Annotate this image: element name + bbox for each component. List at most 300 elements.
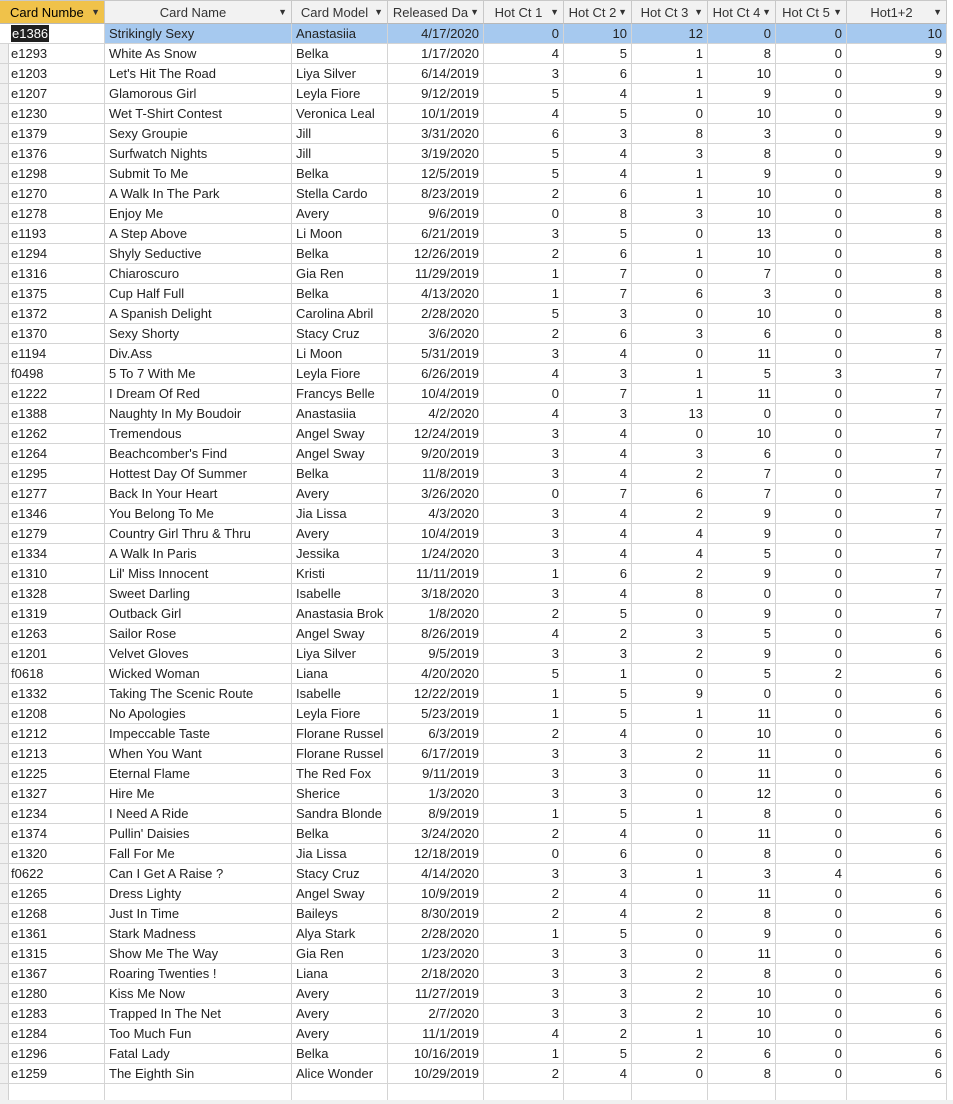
cell-hot-ct-1[interactable]: 3: [484, 764, 564, 784]
cell-card-name[interactable]: Back In Your Heart: [105, 484, 292, 504]
cell-hot-ct-2[interactable]: 4: [564, 464, 632, 484]
cell-card-name[interactable]: The Eighth Sin: [105, 1064, 292, 1084]
cell-hot-ct-1[interactable]: 1: [484, 1044, 564, 1064]
cell-hot-ct-1[interactable]: 3: [484, 524, 564, 544]
cell-hot-ct-1[interactable]: 0: [484, 484, 564, 504]
cell-hot-ct-1[interactable]: 5: [484, 164, 564, 184]
cell-released-date[interactable]: 12/24/2019: [388, 424, 484, 444]
table-row[interactable]: [0, 984, 947, 1004]
cell-hot-ct-2[interactable]: 6: [564, 244, 632, 264]
cell-hot1-plus-2[interactable]: 6: [847, 944, 947, 964]
cell-hot-ct-5[interactable]: 0: [776, 164, 847, 184]
cell-hot-ct-5[interactable]: 0: [776, 1064, 847, 1084]
cell-card-number[interactable]: e1225: [0, 764, 105, 784]
cell-hot-ct-4[interactable]: 8: [708, 144, 776, 164]
table-row[interactable]: [0, 784, 947, 804]
cell-released-date[interactable]: 10/4/2019: [388, 384, 484, 404]
cell-card-name[interactable]: Impeccable Taste: [105, 724, 292, 744]
cell-hot-ct-5[interactable]: 0: [776, 984, 847, 1004]
cell-released-date[interactable]: 11/11/2019: [388, 564, 484, 584]
cell-card-model[interactable]: Avery: [292, 984, 388, 1004]
cell-hot-ct-2[interactable]: 3: [564, 364, 632, 384]
cell-hot-ct-3[interactable]: 12: [632, 24, 708, 44]
cell-released-date[interactable]: 9/6/2019: [388, 204, 484, 224]
cell-hot-ct-5[interactable]: 0: [776, 964, 847, 984]
cell-hot-ct-1[interactable]: 2: [484, 904, 564, 924]
cell-hot1-plus-2[interactable]: 7: [847, 564, 947, 584]
table-row[interactable]: [0, 124, 947, 144]
table-row[interactable]: [0, 1024, 947, 1044]
cell-card-number[interactable]: e1284: [0, 1024, 105, 1044]
cell-card-name[interactable]: Can I Get A Raise ?: [105, 864, 292, 884]
column-header-hot-ct-5[interactable]: [776, 1, 847, 24]
cell-hot1-plus-2[interactable]: 9: [847, 144, 947, 164]
cell-released-date[interactable]: 1/3/2020: [388, 784, 484, 804]
cell-hot-ct-2[interactable]: 8: [564, 204, 632, 224]
cell-hot1-plus-2[interactable]: 9: [847, 164, 947, 184]
cell-card-name[interactable]: Surfwatch Nights: [105, 144, 292, 164]
cell-hot-ct-3[interactable]: 0: [632, 104, 708, 124]
cell-hot-ct-2[interactable]: 5: [564, 44, 632, 64]
cell-hot-ct-1[interactable]: 3: [484, 744, 564, 764]
cell-hot-ct-2[interactable]: 4: [564, 884, 632, 904]
cell-hot-ct-4[interactable]: 10: [708, 64, 776, 84]
cell-hot1-plus-2[interactable]: 6: [847, 664, 947, 684]
cell-card-model[interactable]: Baileys: [292, 904, 388, 924]
cell-released-date[interactable]: 2/28/2020: [388, 304, 484, 324]
cell-hot1-plus-2[interactable]: 8: [847, 204, 947, 224]
table-row[interactable]: [0, 284, 947, 304]
cell-hot-ct-4[interactable]: 8: [708, 964, 776, 984]
cell-hot-ct-5[interactable]: 0: [776, 904, 847, 924]
cell-card-model[interactable]: Alya Stark: [292, 924, 388, 944]
cell-hot-ct-1[interactable]: 3: [484, 424, 564, 444]
cell-hot-ct-1[interactable]: 3: [484, 984, 564, 1004]
cell-hot-ct-3[interactable]: 13: [632, 404, 708, 424]
cell-hot1-plus-2[interactable]: 7: [847, 584, 947, 604]
cell-hot1-plus-2[interactable]: 6: [847, 724, 947, 744]
cell-card-number[interactable]: e1294: [0, 244, 105, 264]
cell-card-name[interactable]: Hire Me: [105, 784, 292, 804]
cell-hot-ct-3[interactable]: 1: [632, 64, 708, 84]
cell-card-model[interactable]: Gia Ren: [292, 264, 388, 284]
cell-hot-ct-4[interactable]: 3: [708, 864, 776, 884]
cell-hot-ct-5[interactable]: 0: [776, 24, 847, 44]
cell-hot-ct-5[interactable]: 0: [776, 124, 847, 144]
cell-hot-ct-1[interactable]: 4: [484, 1024, 564, 1044]
cell-card-number[interactable]: e1334: [0, 544, 105, 564]
cell-hot-ct-3[interactable]: 0: [632, 724, 708, 744]
cell-card-model[interactable]: Liya Silver: [292, 64, 388, 84]
cell-hot-ct-2[interactable]: 5: [564, 1044, 632, 1064]
cell-hot-ct-5[interactable]: 0: [776, 204, 847, 224]
cell-hot1-plus-2[interactable]: 8: [847, 324, 947, 344]
cell-hot-ct-4[interactable]: 10: [708, 724, 776, 744]
cell-card-model[interactable]: Francys Belle: [292, 384, 388, 404]
cell-hot-ct-2[interactable]: 6: [564, 324, 632, 344]
cell-hot1-plus-2[interactable]: 9: [847, 124, 947, 144]
cell-card-model[interactable]: Jill: [292, 124, 388, 144]
cell-released-date[interactable]: 4/13/2020: [388, 284, 484, 304]
cell-card-number[interactable]: e1372: [0, 304, 105, 324]
cell-card-number[interactable]: e1279: [0, 524, 105, 544]
cell-hot-ct-2[interactable]: 5: [564, 604, 632, 624]
cell-hot-ct-2[interactable]: 6: [564, 64, 632, 84]
cell-card-number[interactable]: e1230: [0, 104, 105, 124]
cell-hot-ct-1[interactable]: 3: [484, 944, 564, 964]
cell-hot-ct-4[interactable]: 11: [708, 764, 776, 784]
cell-card-name[interactable]: Hottest Day Of Summer: [105, 464, 292, 484]
cell-card-name[interactable]: Eternal Flame: [105, 764, 292, 784]
cell-hot-ct-2[interactable]: 2: [564, 1024, 632, 1044]
cell-hot-ct-3[interactable]: 2: [632, 904, 708, 924]
cell-card-model[interactable]: Sandra Blonde: [292, 804, 388, 824]
cell-hot-ct-5[interactable]: 0: [776, 684, 847, 704]
cell-hot-ct-2[interactable]: 4: [564, 444, 632, 464]
cell-released-date[interactable]: 2/7/2020: [388, 1004, 484, 1024]
cell-hot-ct-1[interactable]: 3: [484, 344, 564, 364]
cell-hot1-plus-2[interactable]: 6: [847, 704, 947, 724]
cell-hot-ct-1[interactable]: 4: [484, 44, 564, 64]
table-row[interactable]: [0, 624, 947, 644]
cell-hot-ct-5[interactable]: 0: [776, 264, 847, 284]
cell-card-number[interactable]: e1263: [0, 624, 105, 644]
cell-card-name[interactable]: Submit To Me: [105, 164, 292, 184]
cell-hot-ct-4[interactable]: 5: [708, 624, 776, 644]
cell-hot1-plus-2[interactable]: 6: [847, 964, 947, 984]
table-row[interactable]: [0, 504, 947, 524]
cell-card-name[interactable]: Fatal Lady: [105, 1044, 292, 1064]
cell-hot-ct-4[interactable]: 10: [708, 244, 776, 264]
cell-card-number[interactable]: e1367: [0, 964, 105, 984]
cell-hot-ct-3[interactable]: 0: [632, 944, 708, 964]
cell-hot-ct-1[interactable]: 3: [484, 64, 564, 84]
cell-card-model[interactable]: Isabelle: [292, 584, 388, 604]
cell-hot-ct-2[interactable]: 5: [564, 104, 632, 124]
cell-hot-ct-1[interactable]: 5: [484, 304, 564, 324]
cell-hot-ct-1[interactable]: 3: [484, 784, 564, 804]
cell-released-date[interactable]: 6/21/2019: [388, 224, 484, 244]
cell-card-name[interactable]: I Need A Ride: [105, 804, 292, 824]
table-row[interactable]: [0, 244, 947, 264]
cell-hot1-plus-2[interactable]: 6: [847, 804, 947, 824]
cell-hot-ct-3[interactable]: 1: [632, 1024, 708, 1044]
table-row[interactable]: [0, 364, 947, 384]
cell-hot1-plus-2[interactable]: 6: [847, 884, 947, 904]
cell-hot-ct-5[interactable]: 0: [776, 144, 847, 164]
cell-hot-ct-4[interactable]: 5: [708, 664, 776, 684]
cell-card-number[interactable]: f0622: [0, 864, 105, 884]
table-row[interactable]: [0, 404, 947, 424]
cell-hot-ct-3[interactable]: 2: [632, 964, 708, 984]
column-header-released-date[interactable]: [388, 1, 484, 24]
cell-card-number[interactable]: e1259: [0, 1064, 105, 1084]
table-row[interactable]: [0, 1004, 947, 1024]
cell-card-model[interactable]: Sherice: [292, 784, 388, 804]
cell-card-name[interactable]: Enjoy Me: [105, 204, 292, 224]
cell-hot-ct-4[interactable]: 3: [708, 124, 776, 144]
cell-hot-ct-1[interactable]: 2: [484, 244, 564, 264]
cell-released-date[interactable]: 9/20/2019: [388, 444, 484, 464]
cell-hot1-plus-2[interactable]: 9: [847, 44, 947, 64]
cell-hot1-plus-2[interactable]: 6: [847, 764, 947, 784]
cell-card-model[interactable]: Stella Cardo: [292, 184, 388, 204]
cell-hot-ct-1[interactable]: 2: [484, 884, 564, 904]
cell-hot-ct-3[interactable]: 1: [632, 704, 708, 724]
table-row[interactable]: [0, 44, 947, 64]
table-row[interactable]: [0, 744, 947, 764]
cell-hot-ct-4[interactable]: 10: [708, 204, 776, 224]
table-row[interactable]: [0, 324, 947, 344]
cell-card-number[interactable]: e1388: [0, 404, 105, 424]
table-row[interactable]: [0, 1064, 947, 1084]
cell-hot-ct-5[interactable]: 0: [776, 944, 847, 964]
column-header-card-model[interactable]: [292, 1, 388, 24]
cell-hot-ct-5[interactable]: 0: [776, 244, 847, 264]
cell-card-model[interactable]: The Red Fox: [292, 764, 388, 784]
cell-card-model[interactable]: Anastasiia: [292, 404, 388, 424]
cell-card-model[interactable]: Belka: [292, 164, 388, 184]
cell-hot1-plus-2[interactable]: 7: [847, 604, 947, 624]
cell-hot1-plus-2[interactable]: 8: [847, 244, 947, 264]
cell-card-name[interactable]: Naughty In My Boudoir: [105, 404, 292, 424]
cell-hot-ct-4[interactable]: 9: [708, 644, 776, 664]
cell-card-number[interactable]: e1310: [0, 564, 105, 584]
cell-hot1-plus-2[interactable]: 6: [847, 624, 947, 644]
cell-hot-ct-4[interactable]: 8: [708, 844, 776, 864]
cell-hot-ct-3[interactable]: 0: [632, 424, 708, 444]
cell-released-date[interactable]: 10/4/2019: [388, 524, 484, 544]
cell-released-date[interactable]: 5/23/2019: [388, 704, 484, 724]
cell-card-name[interactable]: Roaring Twenties !: [105, 964, 292, 984]
cell-hot-ct-5[interactable]: 0: [776, 104, 847, 124]
cell-card-name[interactable]: Tremendous: [105, 424, 292, 444]
cell-hot1-plus-2[interactable]: 6: [847, 644, 947, 664]
table-row[interactable]: [0, 484, 947, 504]
cell-released-date[interactable]: 6/17/2019: [388, 744, 484, 764]
cell-hot-ct-4[interactable]: 11: [708, 824, 776, 844]
cell-card-model[interactable]: Jia Lissa: [292, 504, 388, 524]
cell-card-number[interactable]: e1293: [0, 44, 105, 64]
cell-hot-ct-1[interactable]: 2: [484, 724, 564, 744]
cell-hot-ct-3[interactable]: 0: [632, 304, 708, 324]
cell-hot-ct-1[interactable]: 4: [484, 624, 564, 644]
cell-hot-ct-2[interactable]: 5: [564, 684, 632, 704]
cell-card-number[interactable]: e1208: [0, 704, 105, 724]
cell-hot-ct-5[interactable]: 0: [776, 1044, 847, 1064]
cell-hot-ct-4[interactable]: 0: [708, 684, 776, 704]
cell-released-date[interactable]: 9/11/2019: [388, 764, 484, 784]
cell-hot-ct-2[interactable]: 3: [564, 744, 632, 764]
cell-card-number[interactable]: [0, 24, 105, 44]
cell-hot-ct-5[interactable]: 0: [776, 44, 847, 64]
cell-card-model[interactable]: Leyla Fiore: [292, 364, 388, 384]
cell-hot-ct-4[interactable]: 9: [708, 604, 776, 624]
cell-released-date[interactable]: 11/1/2019: [388, 1024, 484, 1044]
cell-hot-ct-2[interactable]: 3: [564, 124, 632, 144]
cell-card-number[interactable]: e1234: [0, 804, 105, 824]
cell-hot-ct-4[interactable]: 10: [708, 984, 776, 1004]
cell-hot1-plus-2[interactable]: 6: [847, 904, 947, 924]
cell-hot-ct-4[interactable]: 11: [708, 704, 776, 724]
cell-hot-ct-4[interactable]: 8: [708, 904, 776, 924]
cell-hot-ct-3[interactable]: 3: [632, 624, 708, 644]
cell-hot-ct-4[interactable]: 7: [708, 484, 776, 504]
cell-card-number[interactable]: e1203: [0, 64, 105, 84]
cell-hot-ct-2[interactable]: 4: [564, 524, 632, 544]
column-header-card-number[interactable]: [0, 1, 105, 24]
table-row[interactable]: [0, 684, 947, 704]
cell-hot1-plus-2[interactable]: 6: [847, 684, 947, 704]
cell-hot-ct-3[interactable]: 1: [632, 84, 708, 104]
cell-card-name[interactable]: Trapped In The Net: [105, 1004, 292, 1024]
cell-hot-ct-3[interactable]: 4: [632, 544, 708, 564]
cell-card-model[interactable]: Stacy Cruz: [292, 324, 388, 344]
cell-card-name[interactable]: White As Snow: [105, 44, 292, 64]
cell-released-date[interactable]: 3/31/2020: [388, 124, 484, 144]
cell-hot-ct-5[interactable]: 0: [776, 384, 847, 404]
cell-card-number[interactable]: e1376: [0, 144, 105, 164]
cell-card-name[interactable]: Taking The Scenic Route: [105, 684, 292, 704]
cell-hot-ct-1[interactable]: 0: [484, 384, 564, 404]
table-row[interactable]: [0, 584, 947, 604]
cell-hot1-plus-2[interactable]: 6: [847, 924, 947, 944]
cell-hot1-plus-2[interactable]: 8: [847, 184, 947, 204]
cell-card-name[interactable]: Kiss Me Now: [105, 984, 292, 1004]
cell-hot-ct-2[interactable]: 7: [564, 264, 632, 284]
cell-card-model[interactable]: Belka: [292, 244, 388, 264]
table-row[interactable]: [0, 524, 947, 544]
cell-released-date[interactable]: 12/5/2019: [388, 164, 484, 184]
cell-hot-ct-3[interactable]: 2: [632, 744, 708, 764]
sort-filter-dropdown-icon[interactable]: ▼: [694, 7, 703, 17]
cell-hot-ct-4[interactable]: 7: [708, 264, 776, 284]
cell-hot-ct-5[interactable]: 0: [776, 824, 847, 844]
cell-card-number[interactable]: e1346: [0, 504, 105, 524]
cell-hot-ct-2[interactable]: 6: [564, 844, 632, 864]
cell-card-number[interactable]: e1328: [0, 584, 105, 604]
cell-hot1-plus-2[interactable]: 9: [847, 84, 947, 104]
cell-hot-ct-5[interactable]: 0: [776, 744, 847, 764]
cell-card-name[interactable]: Too Much Fun: [105, 1024, 292, 1044]
cell-hot-ct-4[interactable]: 11: [708, 384, 776, 404]
cell-card-model[interactable]: Alice Wonder: [292, 1064, 388, 1084]
cell-hot-ct-4[interactable]: 10: [708, 1024, 776, 1044]
cell-card-name[interactable]: Outback Girl: [105, 604, 292, 624]
cell-hot-ct-1[interactable]: 3: [484, 504, 564, 524]
cell-hot-ct-3[interactable]: 8: [632, 124, 708, 144]
cell-hot-ct-3[interactable]: 3: [632, 204, 708, 224]
cell-released-date[interactable]: 12/22/2019: [388, 684, 484, 704]
cell-hot-ct-5[interactable]: 0: [776, 284, 847, 304]
cell-hot-ct-2[interactable]: 6: [564, 564, 632, 584]
cell-card-number[interactable]: e1264: [0, 444, 105, 464]
cell-card-number[interactable]: e1370: [0, 324, 105, 344]
cell-hot-ct-3[interactable]: 2: [632, 1044, 708, 1064]
cell-hot-ct-2[interactable]: 4: [564, 424, 632, 444]
sort-filter-dropdown-icon[interactable]: ▼: [550, 7, 559, 17]
cell-released-date[interactable]: 6/3/2019: [388, 724, 484, 744]
cell-hot-ct-2[interactable]: 3: [564, 404, 632, 424]
cell-card-name[interactable]: Lil' Miss Innocent: [105, 564, 292, 584]
cell-hot-ct-4[interactable]: 7: [708, 464, 776, 484]
cell-hot-ct-5[interactable]: 0: [776, 584, 847, 604]
cell-hot-ct-5[interactable]: 0: [776, 624, 847, 644]
cell-card-number[interactable]: e1278: [0, 204, 105, 224]
column-header-hot-ct-3[interactable]: [632, 1, 708, 24]
cell-hot-ct-5[interactable]: 0: [776, 324, 847, 344]
cell-hot-ct-4[interactable]: 8: [708, 44, 776, 64]
table-row[interactable]: [0, 904, 947, 924]
cell-card-name[interactable]: Country Girl Thru & Thru: [105, 524, 292, 544]
cell-hot-ct-3[interactable]: 0: [632, 824, 708, 844]
cell-card-model[interactable]: Carolina Abril: [292, 304, 388, 324]
cell-hot-ct-2[interactable]: 3: [564, 764, 632, 784]
table-row[interactable]: [0, 64, 947, 84]
cell-hot-ct-2[interactable]: 4: [564, 824, 632, 844]
cell-card-model[interactable]: Isabelle: [292, 684, 388, 704]
cell-hot1-plus-2[interactable]: 6: [847, 744, 947, 764]
cell-hot-ct-5[interactable]: 0: [776, 784, 847, 804]
cell-card-name[interactable]: Sexy Groupie: [105, 124, 292, 144]
cell-released-date[interactable]: 5/31/2019: [388, 344, 484, 364]
cell-hot-ct-1[interactable]: 6: [484, 124, 564, 144]
cell-hot-ct-4[interactable]: 11: [708, 884, 776, 904]
cell-hot-ct-4[interactable]: 10: [708, 1004, 776, 1024]
cell-released-date[interactable]: 11/29/2019: [388, 264, 484, 284]
cell-card-model[interactable]: Stacy Cruz: [292, 864, 388, 884]
cell-hot1-plus-2[interactable]: 7: [847, 464, 947, 484]
cell-card-name[interactable]: A Spanish Delight: [105, 304, 292, 324]
cell-card-name[interactable]: Let's Hit The Road: [105, 64, 292, 84]
cell-card-name[interactable]: Shyly Seductive: [105, 244, 292, 264]
cell-card-model[interactable]: Avery: [292, 204, 388, 224]
cell-card-model[interactable]: Angel Sway: [292, 444, 388, 464]
cell-hot1-plus-2[interactable]: 7: [847, 384, 947, 404]
cell-hot-ct-3[interactable]: 2: [632, 1004, 708, 1024]
cell-hot-ct-4[interactable]: 10: [708, 104, 776, 124]
cell-released-date[interactable]: 1/24/2020: [388, 544, 484, 564]
table-row[interactable]: [0, 224, 947, 244]
cell-hot-ct-1[interactable]: 2: [484, 324, 564, 344]
cell-hot-ct-1[interactable]: 0: [484, 844, 564, 864]
cell-card-name[interactable]: Div.Ass: [105, 344, 292, 364]
cell-hot-ct-5[interactable]: 0: [776, 1004, 847, 1024]
cell-hot-ct-2[interactable]: 3: [564, 864, 632, 884]
cell-card-number[interactable]: e1194: [0, 344, 105, 364]
cell-hot-ct-4[interactable]: 9: [708, 84, 776, 104]
cell-hot-ct-3[interactable]: 3: [632, 144, 708, 164]
cell-hot-ct-1[interactable]: 3: [484, 964, 564, 984]
cell-hot1-plus-2[interactable]: 7: [847, 364, 947, 384]
cell-hot-ct-2[interactable]: 5: [564, 704, 632, 724]
cell-hot-ct-2[interactable]: 4: [564, 904, 632, 924]
cell-hot-ct-5[interactable]: 0: [776, 924, 847, 944]
cell-hot-ct-5[interactable]: 0: [776, 184, 847, 204]
cell-hot-ct-4[interactable]: 9: [708, 164, 776, 184]
cell-released-date[interactable]: 4/2/2020: [388, 404, 484, 424]
sort-filter-dropdown-icon[interactable]: ▼: [374, 7, 383, 17]
cell-card-model[interactable]: Jia Lissa: [292, 844, 388, 864]
cell-card-name[interactable]: No Apologies: [105, 704, 292, 724]
cell-card-number[interactable]: e1262: [0, 424, 105, 444]
table-row[interactable]: [0, 424, 947, 444]
cell-card-model[interactable]: Jessika: [292, 544, 388, 564]
cell-card-name[interactable]: Cup Half Full: [105, 284, 292, 304]
cell-released-date[interactable]: 11/8/2019: [388, 464, 484, 484]
cell-hot-ct-2[interactable]: 6: [564, 184, 632, 204]
cell-hot-ct-4[interactable]: 6: [708, 1044, 776, 1064]
